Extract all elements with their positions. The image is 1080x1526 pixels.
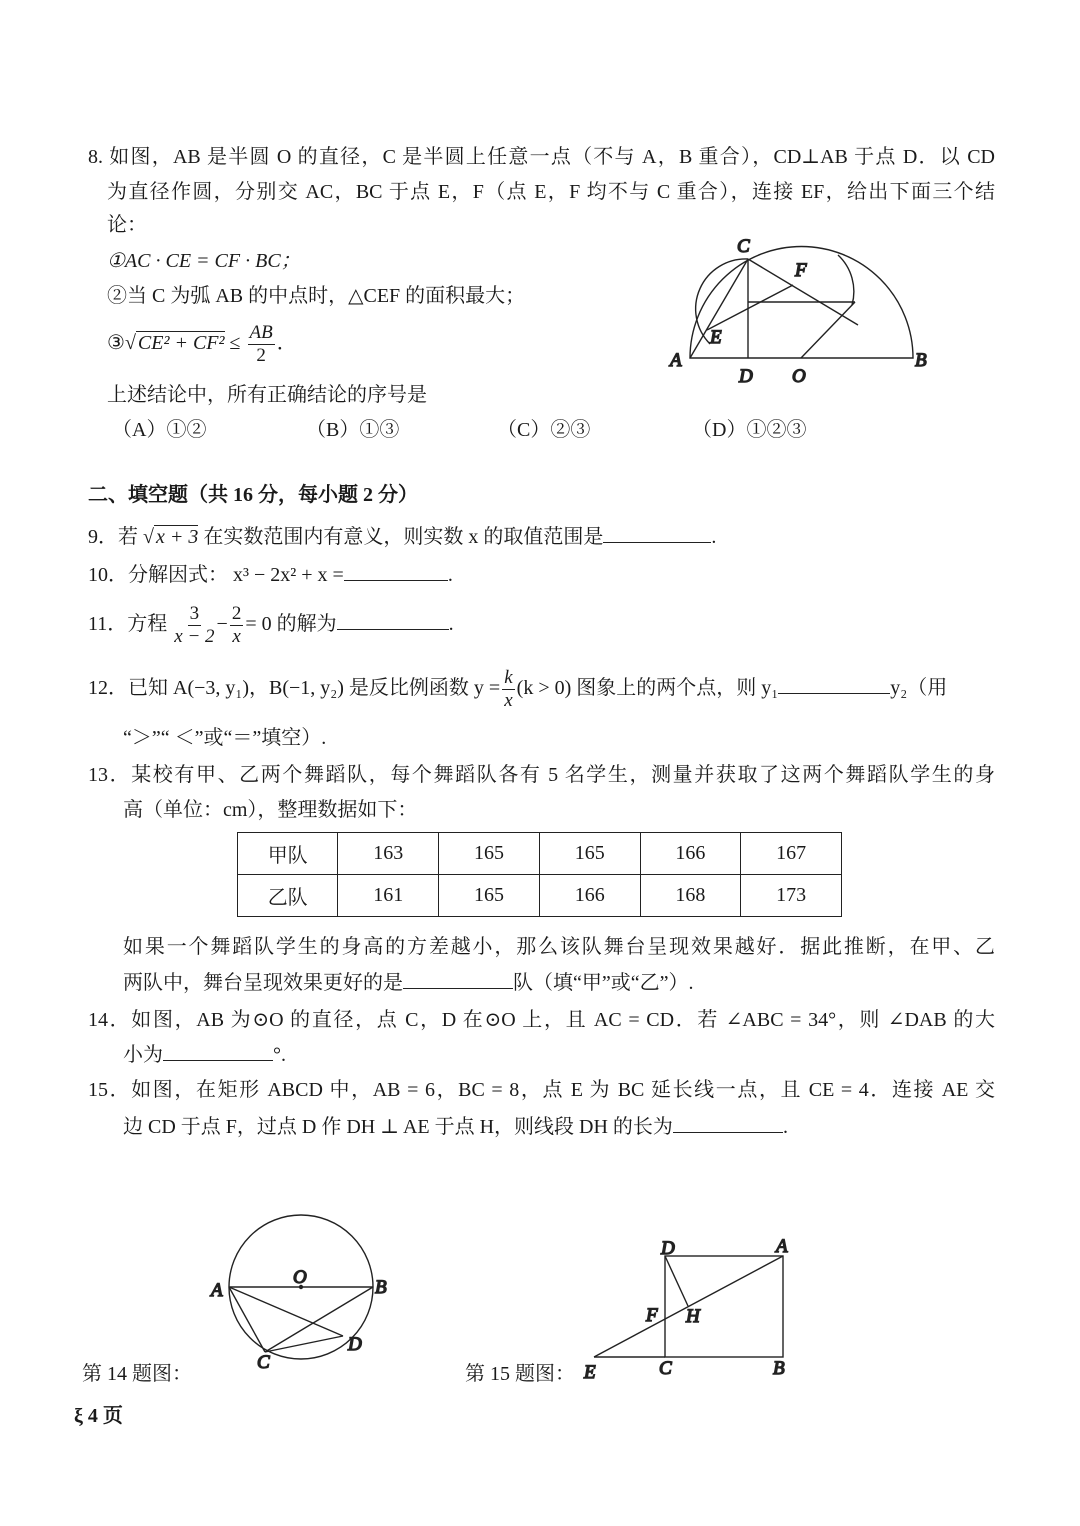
segment-ac — [229, 1287, 265, 1352]
table-cell: 163 — [338, 833, 439, 875]
q8-s3-radicand: CE² + CF² — [137, 332, 225, 354]
label-c: C — [257, 1352, 270, 1373]
label-o: O — [293, 1267, 307, 1288]
frac-den: x − 2 — [174, 625, 215, 647]
q10-end: . — [447, 564, 453, 586]
label-f: F — [795, 260, 807, 281]
q12-pre: 12．已知 A(−3, y₁)，B(−1, y₂) 是反比例函数 y = — [88, 677, 501, 699]
q14-circle-figure — [209, 1215, 387, 1373]
table-cell: 166 — [539, 875, 640, 917]
table-cell: 173 — [741, 875, 842, 917]
label-e: E — [710, 327, 722, 348]
q13-line2: 高（单位：cm），整理数据如下： — [123, 799, 418, 821]
q13-line4-pre: 两队中，舞台呈现效果更好的是 — [123, 972, 403, 994]
label-f: F — [646, 1305, 658, 1326]
small-circle-arc-right — [838, 255, 854, 305]
label-b: B — [773, 1358, 785, 1379]
q8-line1: 8. 如图，AB 是半圆 O 的直径，C 是半圆上任意一点（不与 A，B 重合），CD⊥AB 于点 D．以 CD — [88, 146, 995, 168]
frac-num: k — [504, 666, 513, 688]
frac-num: 3 — [189, 602, 200, 624]
q12-post: y₂（用 — [890, 677, 948, 699]
table-cell: 甲队 — [238, 833, 338, 875]
label-h: H — [686, 1306, 700, 1327]
q14-figure-caption: 第 14 题图： — [82, 1363, 192, 1385]
q11-post: = 0 的解为 — [245, 613, 337, 635]
q8-option-a: （A）①② — [112, 419, 207, 441]
q8-line3: 论： — [107, 214, 147, 236]
q9-end: . — [711, 526, 717, 548]
label-o: O — [792, 366, 806, 387]
q9-pre: 9．若 — [88, 526, 143, 548]
label-c: C — [737, 236, 750, 257]
q8-statement-1: ①AC · CE = CF · BC； — [107, 250, 301, 272]
q8-option-d: （D）①②③ — [692, 419, 807, 441]
q15-line2-pre: 边 CD 于点 F，过点 D 作 DH ⊥ AE 于点 H，则线段 DH 的长为 — [123, 1116, 673, 1138]
label-a: A — [670, 350, 682, 371]
q9-radicand: x + 3 — [155, 526, 199, 548]
q12-mid: (k > 0) 图象上的两个点，则 y₁ — [516, 677, 779, 699]
q14-line2-pre: 小为 — [123, 1044, 163, 1066]
table-cell: 166 — [640, 833, 741, 875]
table-cell: 168 — [640, 875, 741, 917]
segment-cd — [265, 1336, 343, 1352]
q13-line3: 如果一个舞蹈队学生的身高的方差越小，那么该队舞台呈现效果越好．据此推断，在甲、乙 — [123, 936, 995, 958]
q15-line1: 15．如图，在矩形 ABCD 中，AB = 6，BC = 8，点 E 为 BC 延长线一点，且 CE = 4．连接 AE 交 — [88, 1079, 995, 1101]
q8-prompt: 上述结论中，所有正确结论的序号是 — [107, 384, 427, 406]
table-cell: 165 — [439, 833, 540, 875]
label-a: A — [211, 1280, 223, 1301]
q8-s3-le: ≤ — [224, 332, 246, 354]
q11-pre: 11．方程 — [88, 613, 173, 635]
q14-line2-post: °. — [273, 1044, 286, 1066]
q8-statement-2: ②当 C 为弧 AB 的中点时，△CEF 的面积最大； — [107, 285, 526, 307]
q13-line4-post: 队（填“甲”或“乙”）. — [513, 972, 694, 994]
q8-semicircle-figure — [668, 236, 927, 387]
q9-post: 在实数范围内有意义，则实数 x 的取值范围是 — [198, 526, 604, 548]
q10-pre: 10．分解因式： x³ − 2x² + x = — [88, 564, 344, 586]
label-e: E — [584, 1362, 596, 1383]
page-number: ξ 4 页 — [74, 1405, 123, 1427]
q8-s3-end: ． — [276, 332, 297, 354]
q8-line2: 为直径作圆，分别交 AC，BC 于点 E，F（点 E，F 均不与 C 重合），连接 EF，给出下面三个结 — [107, 181, 995, 203]
table-cell: 165 — [439, 875, 540, 917]
frac-num: 2 — [231, 602, 242, 624]
frac-num: AB — [249, 321, 273, 343]
label-a: A — [776, 1236, 788, 1257]
frac-den: 2 — [256, 344, 266, 366]
table-cell: 167 — [741, 833, 842, 875]
label-c: C — [659, 1358, 672, 1379]
construction-line — [801, 302, 855, 358]
table-cell: 165 — [539, 833, 640, 875]
table-cell: 161 — [338, 875, 439, 917]
q8-option-c: （C）②③ — [497, 419, 591, 441]
section-heading: 二、填空题（共 16 分，每小题 2 分） — [88, 484, 418, 506]
label-b: B — [915, 350, 927, 371]
q9: 9．若 √ x + 3 在实数范围内有意义，则实数 x 的取值范围是 . — [88, 526, 717, 548]
q13-line1: 13．某校有甲、乙两个舞蹈队，每个舞蹈队各有 5 名学生，测量并获取了这两个舞蹈队学生的身 — [88, 764, 995, 786]
q15-line2-end: . — [782, 1116, 788, 1138]
label-b: B — [375, 1277, 387, 1298]
q15-rectangle-figure — [583, 1236, 788, 1383]
q8-option-b: （B）①③ — [306, 419, 400, 441]
q14-line1: 14．如图，AB 为⊙O 的直径，点 C，D 在⊙O 上，且 AC = CD．若 ∠ABC = 34°，则 ∠DAB 的大 — [88, 1009, 995, 1031]
rectangle-abcd — [665, 1256, 783, 1357]
q8-statement-3: ③√ CE² + CF² ≤ $\frac{AB}{2}$ ． — [107, 321, 297, 366]
q11-end: . — [448, 613, 454, 635]
q15-figure-caption: 第 15 题图： — [465, 1363, 575, 1385]
q12-line2: “＞”“ ＜”或“＝”填空）. — [123, 727, 327, 749]
frac-den: x — [504, 689, 513, 711]
table-cell: 乙队 — [238, 875, 338, 917]
label-d: D — [739, 366, 753, 387]
segment-ad — [229, 1287, 343, 1336]
q11-minus: − — [216, 613, 228, 635]
segment-dh — [665, 1256, 688, 1306]
q8-s3-prefix: ③ — [107, 332, 125, 354]
label-d: D — [661, 1238, 675, 1259]
label-d: D — [348, 1334, 362, 1355]
frac-den: x — [232, 625, 241, 647]
